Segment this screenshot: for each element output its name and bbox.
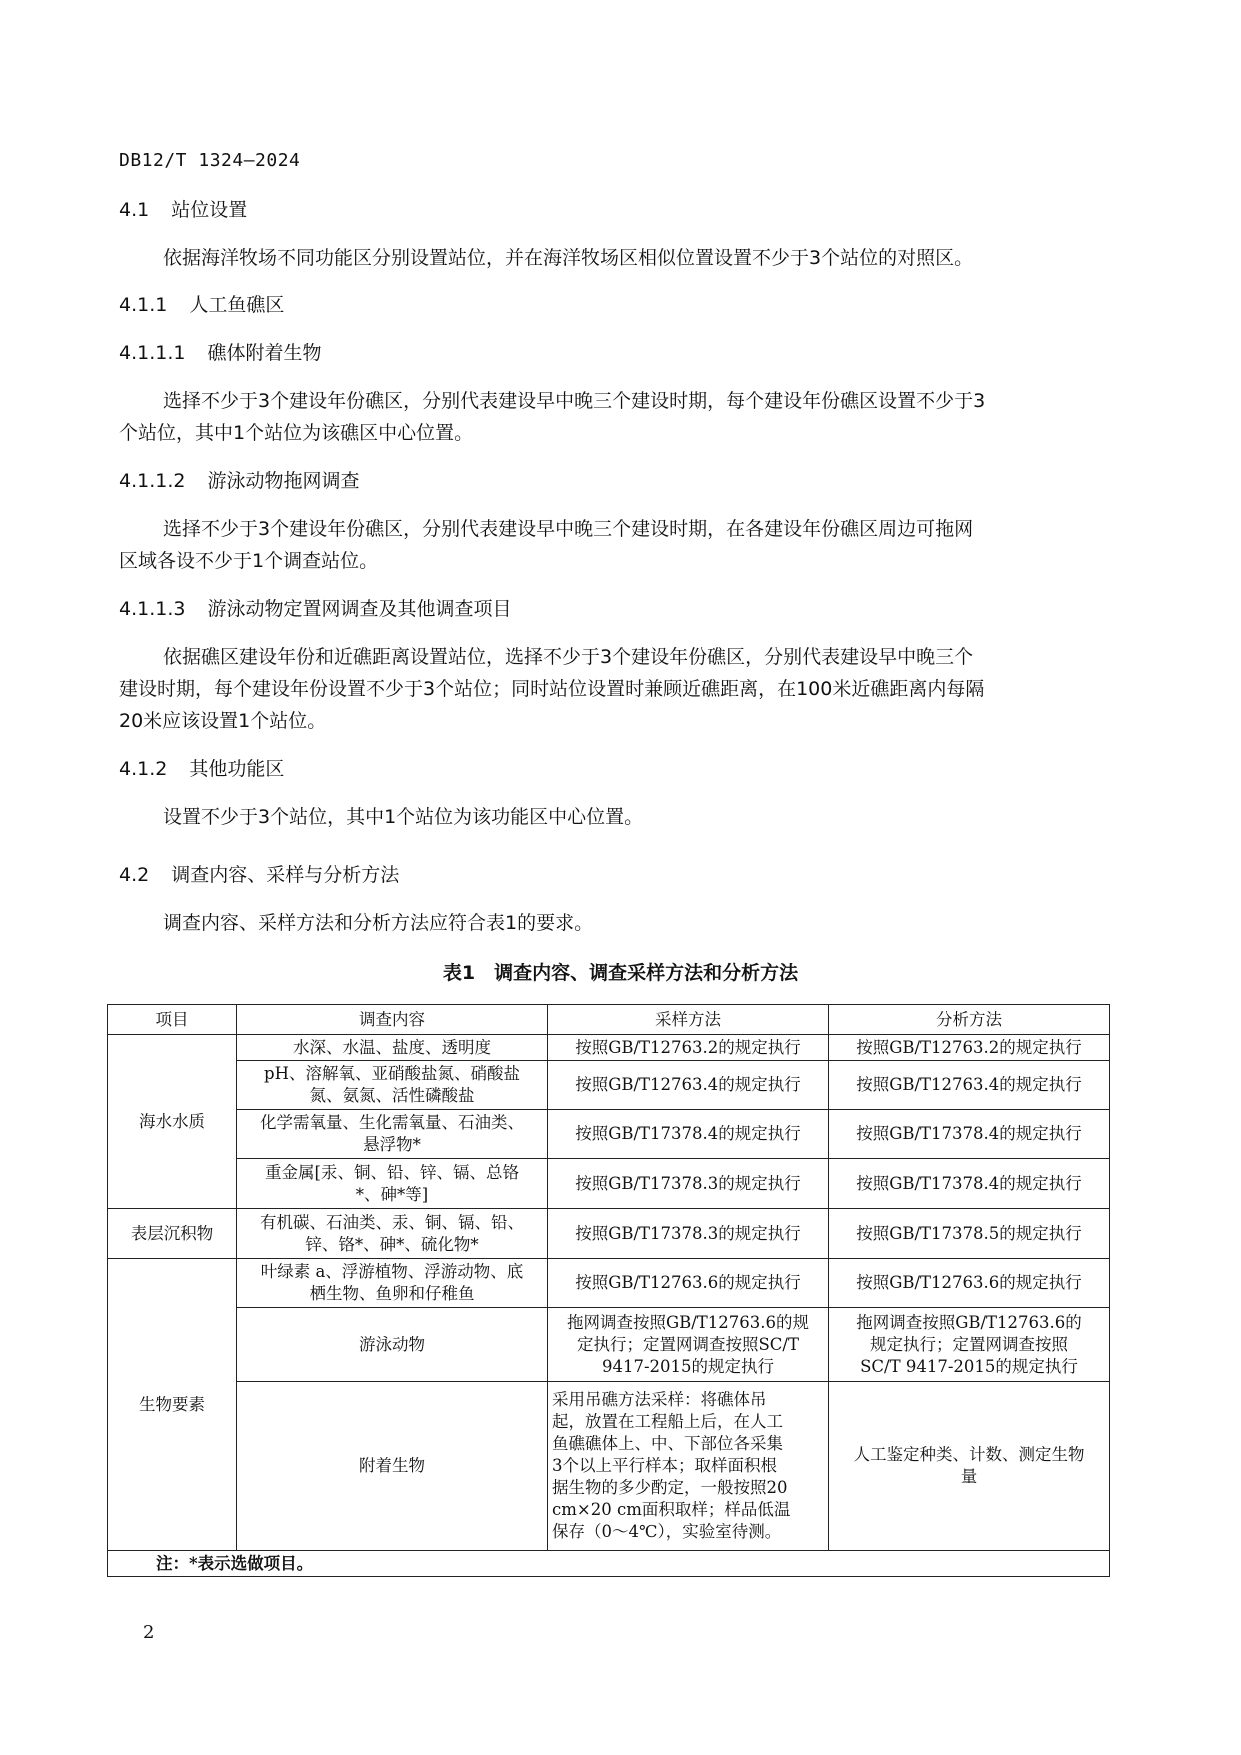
sampling-cell — [548, 1308, 829, 1382]
sampling-cell: 按照GB/T12763.2的规定执行 — [548, 1035, 829, 1061]
content-cell: 水深、水温、盐度、透明度 — [237, 1035, 548, 1061]
paragraph-4-1-1-1-line2: 个站位，其中1个站位为该礁区中心位置。 — [119, 422, 474, 444]
heading-title: 游泳动物定置网调查及其他调查项目 — [207, 598, 512, 620]
analysis-cell: 按照GB/T12763.2的规定执行 — [829, 1035, 1110, 1061]
content-cell — [237, 1061, 548, 1110]
content-cell — [237, 1259, 548, 1308]
heading-title: 游泳动物拖网调查 — [207, 470, 360, 492]
cell-line: 拖网调查按照GB/T12763.6的 — [856, 1312, 1082, 1332]
group-cell-bio: 生物要素 — [108, 1259, 237, 1551]
cell-line: 规定执行；定置网调查按照 — [870, 1334, 1068, 1354]
cell-line: *、砷*等] — [355, 1184, 429, 1204]
analysis-cell: 按照GB/T17378.4的规定执行 — [829, 1110, 1110, 1159]
table-row — [108, 1110, 1110, 1159]
heading-4-1-1-2 — [119, 466, 360, 493]
paragraph-4-1-1-3-line2: 建设时期，每个建设年份设置不少于3个站位；同时站位设置时兼顾近礁距离，在100米近礁距离内每隔 — [119, 678, 985, 700]
cell-line: 悬浮物* — [363, 1135, 421, 1154]
cell-line: 拖网调查按照GB/T12763.6的规 — [566, 1312, 810, 1332]
sampling-cell: 按照GB/T17378.4的规定执行 — [548, 1110, 829, 1159]
heading-number: 4.1.1 — [119, 294, 168, 316]
heading-4-2 — [119, 860, 399, 887]
cell-line: SC/T 9417-2015的规定执行 — [860, 1356, 1078, 1376]
heading-title: 其他功能区 — [189, 758, 285, 780]
analysis-cell: 按照GB/T12763.6的规定执行 — [829, 1259, 1110, 1308]
paragraph-4-1: 依据海洋牧场不同功能区分别设置站位，并在海洋牧场区相似位置设置不少于3个站位的对照区。 — [163, 247, 974, 269]
cell-line: pH、溶解氧、亚硝酸盐氮、硝酸盐 — [264, 1064, 520, 1083]
content-cell — [237, 1209, 548, 1259]
table-row — [108, 1308, 1110, 1382]
content-cell — [237, 1110, 548, 1159]
analysis-cell: 按照GB/T12763.4的规定执行 — [829, 1061, 1110, 1110]
header-cell: 项目 — [108, 1005, 237, 1035]
header-cell: 调查内容 — [237, 1005, 548, 1035]
paragraph-4-1-2: 设置不少于3个站位，其中1个站位为该功能区中心位置。 — [163, 806, 644, 828]
heading-4-1-1 — [119, 290, 284, 317]
analysis-cell — [829, 1308, 1110, 1382]
heading-number: 4.1.1.2 — [119, 470, 186, 492]
table-row — [108, 1061, 1110, 1110]
cell-line: 重金属[汞、铜、铅、锌、镉、总铬 — [265, 1162, 519, 1182]
heading-4-1-1-3 — [119, 594, 512, 621]
paragraph-4-1-1-2-line2: 区域各设不少于1个调查站位。 — [119, 550, 379, 572]
heading-number: 4.2 — [119, 864, 150, 886]
cell-line: 氮、氨氮、活性磷酸盐 — [309, 1086, 475, 1105]
heading-title: 礁体附着生物 — [207, 342, 322, 364]
header-cell: 采样方法 — [548, 1005, 829, 1035]
sampling-cell: 按照GB/T12763.4的规定执行 — [548, 1061, 829, 1110]
cell-line: 叶绿素 a、浮游植物、浮游动物、底 — [260, 1262, 524, 1281]
cell-line: 化学需氧量、生化需氧量、石油类、 — [260, 1113, 524, 1132]
heading-4-1 — [119, 195, 247, 222]
sampling-cell — [548, 1382, 829, 1551]
heading-number: 4.1.1.1 — [119, 342, 186, 364]
heading-title: 人工鱼礁区 — [189, 294, 285, 316]
cell-line: 栖生物、鱼卵和仔稚鱼 — [309, 1284, 475, 1303]
table-caption: 表1 调查内容、调查采样方法和分析方法 — [442, 962, 799, 984]
heading-number: 4.1 — [119, 199, 150, 221]
paragraph-4-1-1-3-line3: 20米应该设置1个站位。 — [119, 710, 327, 732]
sampling-cell: 按照GB/T12763.6的规定执行 — [548, 1259, 829, 1308]
cell-line: 人工鉴定种类、计数、测定生物 — [853, 1445, 1085, 1464]
heading-number: 4.1.1.3 — [119, 598, 186, 620]
analysis-cell: 按照GB/T17378.4的规定执行 — [829, 1159, 1110, 1209]
document-code: DB12/T 1324—2024 — [119, 150, 301, 171]
cell-line: cm×20 cm面积取样；样品低温 — [552, 1500, 791, 1519]
paragraph-4-2: 调查内容、采样方法和分析方法应符合表1的要求。 — [163, 912, 594, 934]
paragraph-4-1-1-2-line1: 选择不少于3个建设年份礁区，分别代表建设早中晚三个建设时期，在各建设年份礁区周边可拖网 — [163, 518, 974, 540]
table-row — [108, 1035, 1110, 1061]
table-note-row — [108, 1551, 1110, 1577]
cell-line: 据生物的多少酌定，一般按照20 — [552, 1478, 788, 1497]
table-row — [108, 1209, 1110, 1259]
cell-line: 3个以上平行样本；取样面积根 — [552, 1456, 777, 1475]
content-cell: 游泳动物 — [237, 1308, 548, 1382]
survey-methods-table — [107, 1004, 1110, 1577]
cell-line: 鱼礁礁体上、中、下部位各采集 — [552, 1434, 783, 1453]
cell-line: 定执行；定置网调查按照SC/T — [577, 1334, 799, 1354]
heading-title: 站位设置 — [171, 199, 248, 221]
paragraph-4-1-1-1-line1: 选择不少于3个建设年份礁区，分别代表建设早中晚三个建设时期，每个建设年份礁区设置不少于3 — [163, 390, 986, 412]
table-row — [108, 1382, 1110, 1551]
cell-line: 9417-2015的规定执行 — [601, 1356, 775, 1376]
group-cell-seawater: 海水水质 — [108, 1035, 237, 1209]
heading-4-1-1-1 — [119, 338, 322, 365]
sampling-cell: 按照GB/T17378.3的规定执行 — [548, 1209, 829, 1259]
cell-line: 量 — [960, 1467, 978, 1486]
paragraph-4-1-1-3-line1: 依据礁区建设年份和近礁距离设置站位，选择不少于3个建设年份礁区，分别代表建设早中晚三个 — [163, 646, 974, 668]
content-cell: 附着生物 — [237, 1382, 548, 1551]
heading-number: 4.1.2 — [119, 758, 168, 780]
header-cell: 分析方法 — [829, 1005, 1110, 1035]
table-header-row — [108, 1005, 1110, 1035]
table-note: 注：*表示选做项目。 — [108, 1551, 1110, 1577]
content-cell — [237, 1159, 548, 1209]
cell-line: 保存（0～4℃），实验室待测。 — [552, 1522, 782, 1541]
heading-4-1-2 — [119, 754, 284, 781]
analysis-cell: 按照GB/T17378.5的规定执行 — [829, 1209, 1110, 1259]
cell-line: 采用吊礁方法采样：将礁体吊 — [552, 1390, 767, 1409]
cell-line: 锌、铬*、砷*、硫化物* — [305, 1234, 479, 1254]
page-number: 2 — [143, 1622, 155, 1643]
table-row — [108, 1259, 1110, 1308]
cell-line: 有机碳、石油类、汞、铜、镉、铅、 — [260, 1212, 524, 1232]
heading-title: 调查内容、采样与分析方法 — [171, 864, 400, 886]
analysis-cell — [829, 1382, 1110, 1551]
cell-line: 起，放置在工程船上后，在人工 — [552, 1412, 783, 1431]
sampling-cell: 按照GB/T17378.3的规定执行 — [548, 1159, 829, 1209]
table-row — [108, 1159, 1110, 1209]
group-cell-sediment: 表层沉积物 — [108, 1209, 237, 1259]
